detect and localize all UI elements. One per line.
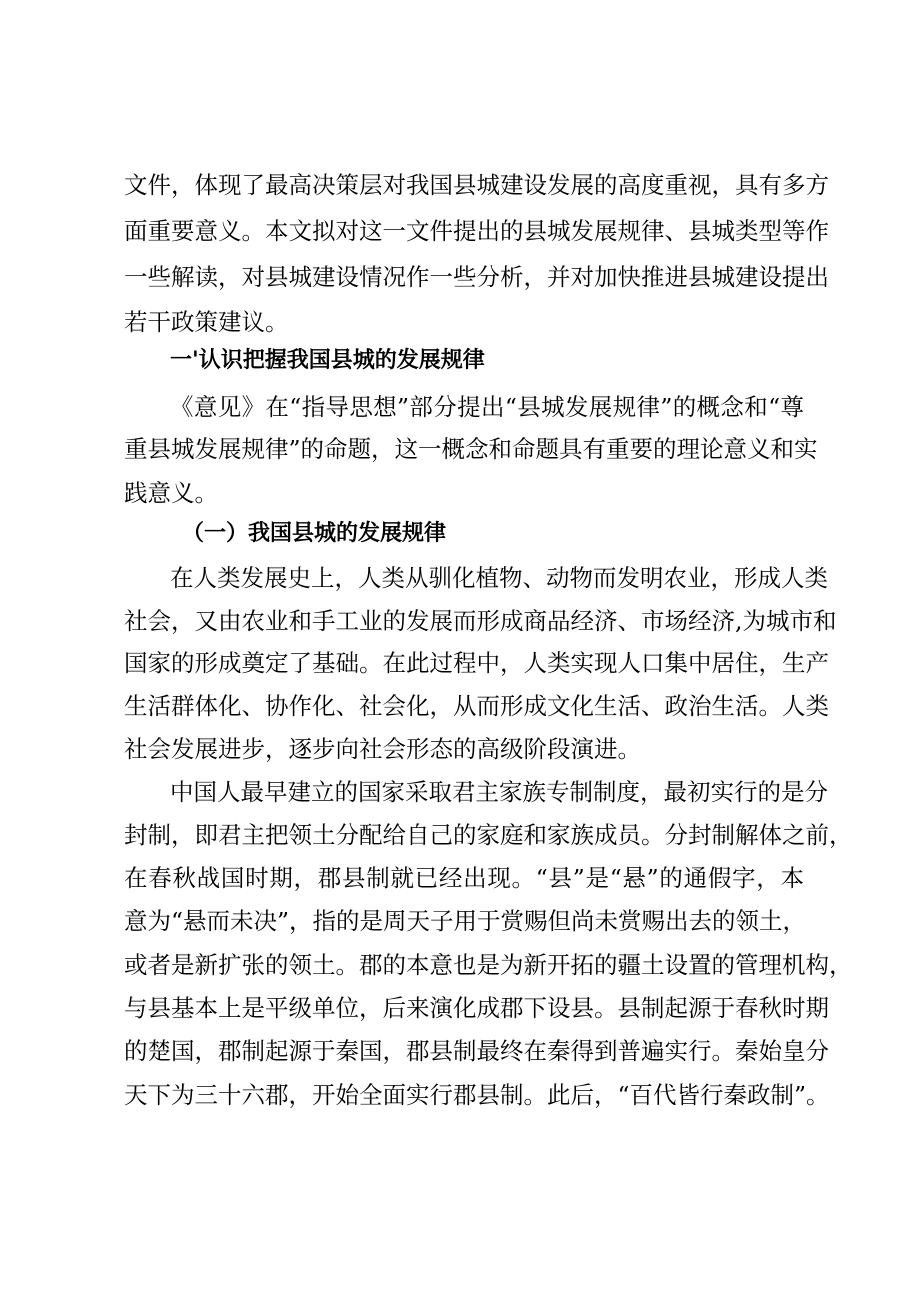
section-heading-1: 一'认识把握我国县城的发展规律 [170, 348, 485, 373]
paragraph-2-line-1: 《意见》在“指导思想”部分提出“县城发展规律”的概念和“尊 [170, 393, 804, 421]
paragraph-4-line-8: 天下为三十六郡，开始全面实行郡县制。此后，“百代皆行秦政制”。 [124, 1081, 830, 1109]
paragraph-1-line-2: 面重要意义。本文拟对这一文件提出的县城发展规律、县城类型等作 [124, 217, 829, 245]
paragraph-4-line-7: 的楚国，郡制起源于秦国，郡县制最终在秦得到普遍实行。秦始皇分 [124, 1037, 829, 1065]
paragraph-4-line-4: 意为“悬而未决”，指的是周天子用于赏赐但尚未赏赐出去的领土， [124, 907, 807, 935]
paragraph-4-line-5: 或者是新扩张的领土。郡的本意也是为新开拓的疆土设置的管理机构， [124, 951, 853, 979]
paragraph-4-line-6: 与县基本上是平级单位，后来演化成郡下设县。县制起源于春秋时期 [124, 994, 829, 1022]
paragraph-4-line-1: 中国人最早建立的国家采取君主家族专制制度，最初实行的是分 [170, 778, 828, 806]
paragraph-1-line-4: 若干政策建议。 [124, 308, 289, 336]
paragraph-4-line-3: 在春秋战国时期，郡县制就已经出现。“县”是“悬”的通假字，本 [124, 864, 804, 892]
paragraph-3-line-1: 在人类发展史上，人类从驯化植物、动物而发明农业，形成人类 [170, 564, 828, 592]
paragraph-3-line-2: 社会，又由农业和手工业的发展而形成商品经济、市场经济,为城市和 [124, 607, 837, 635]
paragraph-3-line-5: 社会发展进步，逐步向社会形态的高级阶段演进。 [124, 735, 641, 763]
subsection-heading-1: （一）我国县城的发展规律 [182, 521, 447, 546]
paragraph-2-line-2: 重县城发展规律”的命题，这一概念和命题具有重要的理论意义和实 [124, 435, 818, 463]
paragraph-1-line-3: 一些解读，对县城建设情况作一些分析，并对加快推进县城建设提出 [124, 263, 829, 291]
paragraph-1-line-1: 文件，体现了最高决策层对我国县城建设发展的高度重视，具有多方 [124, 171, 829, 199]
paragraph-4-line-2: 封制，即君主把领土分配给自己的家庭和家族成员。分封制解体之前， [124, 821, 853, 849]
paragraph-3-line-3: 国家的形成奠定了基础。在此过程中，人类实现人口集中居住，生产 [124, 649, 829, 677]
paragraph-2-line-3: 践意义。 [124, 479, 218, 507]
paragraph-3-line-4: 生活群体化、协作化、社会化，从而形成文化生活、政治生活。人类 [124, 692, 829, 720]
